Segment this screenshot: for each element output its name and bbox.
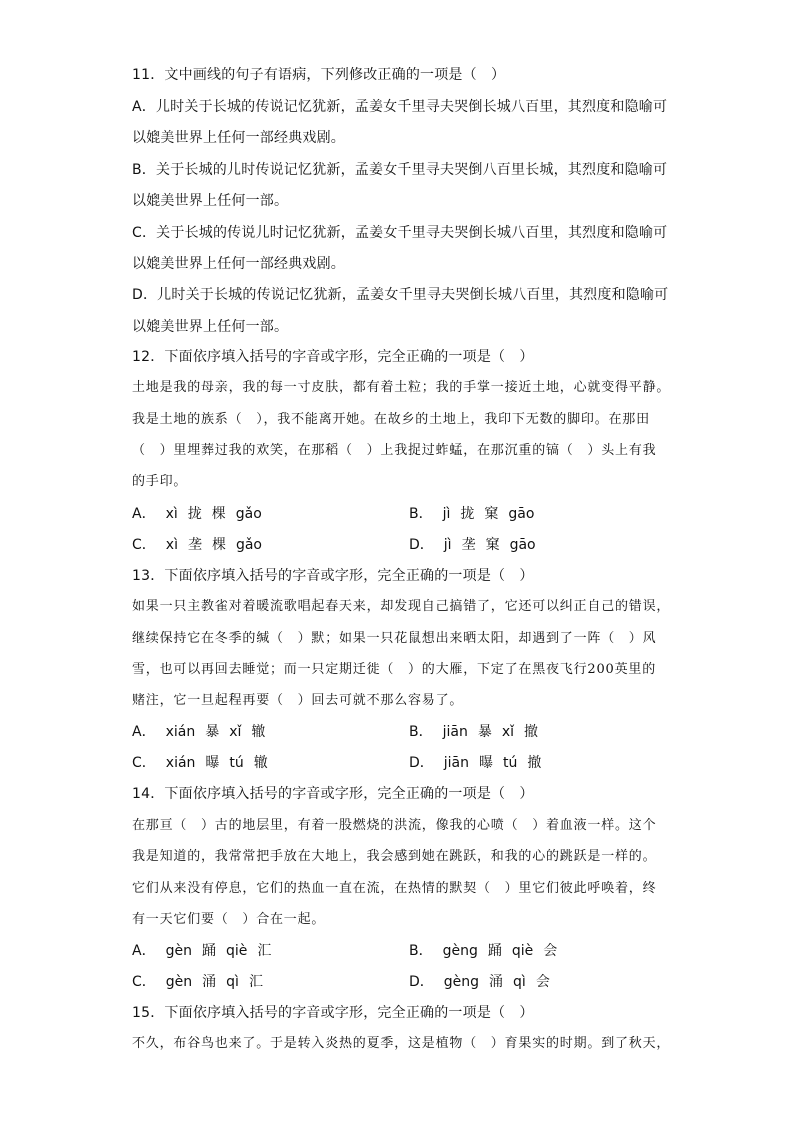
q12-passage-line-1: 土地是我的母亲，我的每一寸皮肤，都有着土粒；我的手掌一接近土地，心就变得平静。 xyxy=(132,380,671,395)
option-item-2: 踊 xyxy=(201,943,216,959)
option-item-3: tú xyxy=(229,755,244,771)
option-item-3: qiè xyxy=(225,943,248,959)
option-item-3: 棵 xyxy=(211,537,226,553)
option-letter: C． xyxy=(132,755,156,771)
option-item-4: 汇 xyxy=(248,974,263,990)
option-item-2: 拢 xyxy=(460,506,475,522)
option-letter: B． xyxy=(409,724,433,740)
option-item-2: 曝 xyxy=(479,755,494,771)
q11-option-b-line-2: 以媲美世界上任何一部。 xyxy=(132,193,289,209)
question-14-stem: 14．下面依序填入括号的字音或字形，完全正确的一项是（ ） xyxy=(132,786,534,802)
q11-option-b-line-1: B．关于长城的儿时传说记忆犹新，孟姜女千里寻夫哭倒八百里长城，其烈度和隐喻可 xyxy=(132,162,668,178)
option-item-1: jiān xyxy=(443,755,470,771)
q12-passage-line-3: （ ）里埋葬过我的欢笑，在那稻（ ）上我捉过蚱蜢，在那沉重的镐（ ）头上有我 xyxy=(132,443,657,458)
option-item-3: 窠 xyxy=(484,506,499,522)
option-item-3: xǐ xyxy=(229,724,242,740)
option-item-3: tú xyxy=(503,755,518,771)
option-item-1: jì xyxy=(442,506,451,522)
q11-option-c-line-1: C．关于长城的传说儿时记忆犹新，孟姜女千里寻夫哭倒长城八百里，其烈度和隐喻可 xyxy=(132,225,668,241)
option-item-2: 涌 xyxy=(489,974,504,990)
question-12-stem: 12．下面依序填入括号的字音或字形，完全正确的一项是（ ） xyxy=(132,349,534,365)
q15-passage-line-1: 不久，布谷鸟也来了。于是转入炎热的夏季，这是植物（ ）育果实的时期。到了秋天， xyxy=(132,1036,671,1051)
option-item-2: 涌 xyxy=(202,974,217,990)
q14-option-d xyxy=(409,973,550,991)
option-letter: A． xyxy=(132,506,156,522)
option-item-2: 曝 xyxy=(205,755,220,771)
question-11-stem: 11．文中画线的句子有语病，下列修改正确的一项是（ ） xyxy=(132,67,506,83)
option-item-1: gèng xyxy=(442,943,478,959)
q11-option-c-line-2: 以媲美世界上任何一部经典戏剧。 xyxy=(132,256,345,272)
question-13-stem: 13．下面依序填入括号的字音或字形，完全正确的一项是（ ） xyxy=(132,568,534,584)
option-item-4: gāo xyxy=(508,506,535,522)
q14-option-c xyxy=(132,973,263,991)
q14-option-b xyxy=(409,942,557,960)
q13-passage-line-2: 继续保持它在冬季的缄（ ）默；如果一只花鼠想出来晒太阳，却遇到了一阵（ ）风 xyxy=(132,631,657,646)
q13-option-a xyxy=(132,723,265,741)
option-item-3: qì xyxy=(226,974,239,990)
option-item-3: 窠 xyxy=(485,537,500,553)
q12-option-b xyxy=(409,505,534,523)
option-item-1: gèng xyxy=(443,974,480,990)
q14-passage-line-4: 有一天它们要（ ）合在一起。 xyxy=(132,912,326,927)
q13-option-c xyxy=(132,754,268,772)
q13-option-b xyxy=(409,723,538,741)
q13-option-d xyxy=(409,754,541,772)
option-item-1: xì xyxy=(165,506,178,522)
option-item-1: xián xyxy=(165,755,196,771)
option-letter: C． xyxy=(132,537,156,553)
option-item-4: 会 xyxy=(543,943,558,959)
option-item-3: 棵 xyxy=(211,506,226,522)
option-item-2: 垄 xyxy=(461,537,476,553)
option-item-1: jiān xyxy=(442,724,468,740)
option-item-4: 会 xyxy=(535,974,550,990)
option-item-2: 暴 xyxy=(205,724,220,740)
option-letter: D． xyxy=(409,537,434,553)
option-item-4: 撤 xyxy=(524,724,539,740)
option-letter: C． xyxy=(132,974,156,990)
option-letter: D． xyxy=(409,755,434,771)
option-letter: B． xyxy=(409,943,433,959)
option-item-2: 踊 xyxy=(487,943,502,959)
option-item-2: 拢 xyxy=(187,506,202,522)
option-item-4: 汇 xyxy=(257,943,272,959)
q12-option-d xyxy=(409,536,536,554)
q13-passage-line-3: 雪，也可以再回去睡觉；而一只定期迁徙（ ）的大雁，下定了在黑夜飞行200英里的 xyxy=(132,662,657,677)
option-item-1: jì xyxy=(443,537,452,553)
option-letter: A． xyxy=(132,943,156,959)
q11-option-a-line-2: 以媲美世界上任何一部经典戏剧。 xyxy=(132,130,345,146)
option-item-4: gāo xyxy=(509,537,536,553)
q12-option-c xyxy=(132,536,262,554)
question-15-stem: 15．下面依序填入括号的字音或字形，完全正确的一项是（ ） xyxy=(132,1005,534,1021)
q11-option-d-line-1: D．儿时关于长城的传说记忆犹新，孟姜女千里寻夫哭倒长城八百里，其烈度和隐喻可 xyxy=(132,287,669,303)
q12-passage-line-2: 我是土地的族系（ ），我不能离开她。在故乡的土地上，我印下无数的脚印。在那田 xyxy=(132,412,650,427)
option-item-1: xì xyxy=(165,537,178,553)
option-letter: A． xyxy=(132,724,156,740)
option-item-4: 撤 xyxy=(527,755,542,771)
q13-passage-line-4: 赌注，它一旦起程再要（ ）回去可就不那么容易了。 xyxy=(132,693,464,708)
option-item-4: gǎo xyxy=(235,537,262,553)
q13-passage-line-1: 如果一只主教雀对着暖流歌唱起春天来，却发现自己搞错了，它还可以纠正自己的错误， xyxy=(132,599,671,614)
q14-passage-line-1: 在那亘（ ）古的地层里，有着一股燃烧的洪流，像我的心喷（ ）着血液一样。这个 xyxy=(132,818,657,833)
option-item-1: gèn xyxy=(165,974,193,990)
option-item-3: qiè xyxy=(511,943,534,959)
option-item-3: qì xyxy=(513,974,526,990)
option-letter: B． xyxy=(409,506,433,522)
q12-passage-line-4: 的手印。 xyxy=(132,474,188,489)
option-item-4: 辙 xyxy=(253,755,268,771)
q14-passage-line-2: 我是知道的，我常常把手放在大地上，我会感到她在跳跃，和我的心的跳跃是一样的。 xyxy=(132,849,657,864)
option-item-4: 辙 xyxy=(251,724,266,740)
q14-option-a xyxy=(132,942,271,960)
q14-passage-line-3: 它们从来没有停息，它们的热血一直在流，在热情的默契（ ）里它们彼此呼唤着，终 xyxy=(132,881,657,896)
option-item-2: 暴 xyxy=(477,724,492,740)
option-letter: D． xyxy=(409,974,434,990)
option-item-2: 垄 xyxy=(187,537,202,553)
option-item-1: gèn xyxy=(165,943,192,959)
option-item-4: gǎo xyxy=(235,506,262,522)
option-item-1: xián xyxy=(165,724,196,740)
option-item-3: xǐ xyxy=(501,724,515,740)
q11-option-a-line-1: A．儿时关于长城的传说记忆犹新，孟姜女千里寻夫哭倒长城八百里，其烈度和隐喻可 xyxy=(132,99,668,115)
q11-option-d-line-2: 以媲美世界上任何一部。 xyxy=(132,319,289,335)
q12-option-a xyxy=(132,505,262,523)
